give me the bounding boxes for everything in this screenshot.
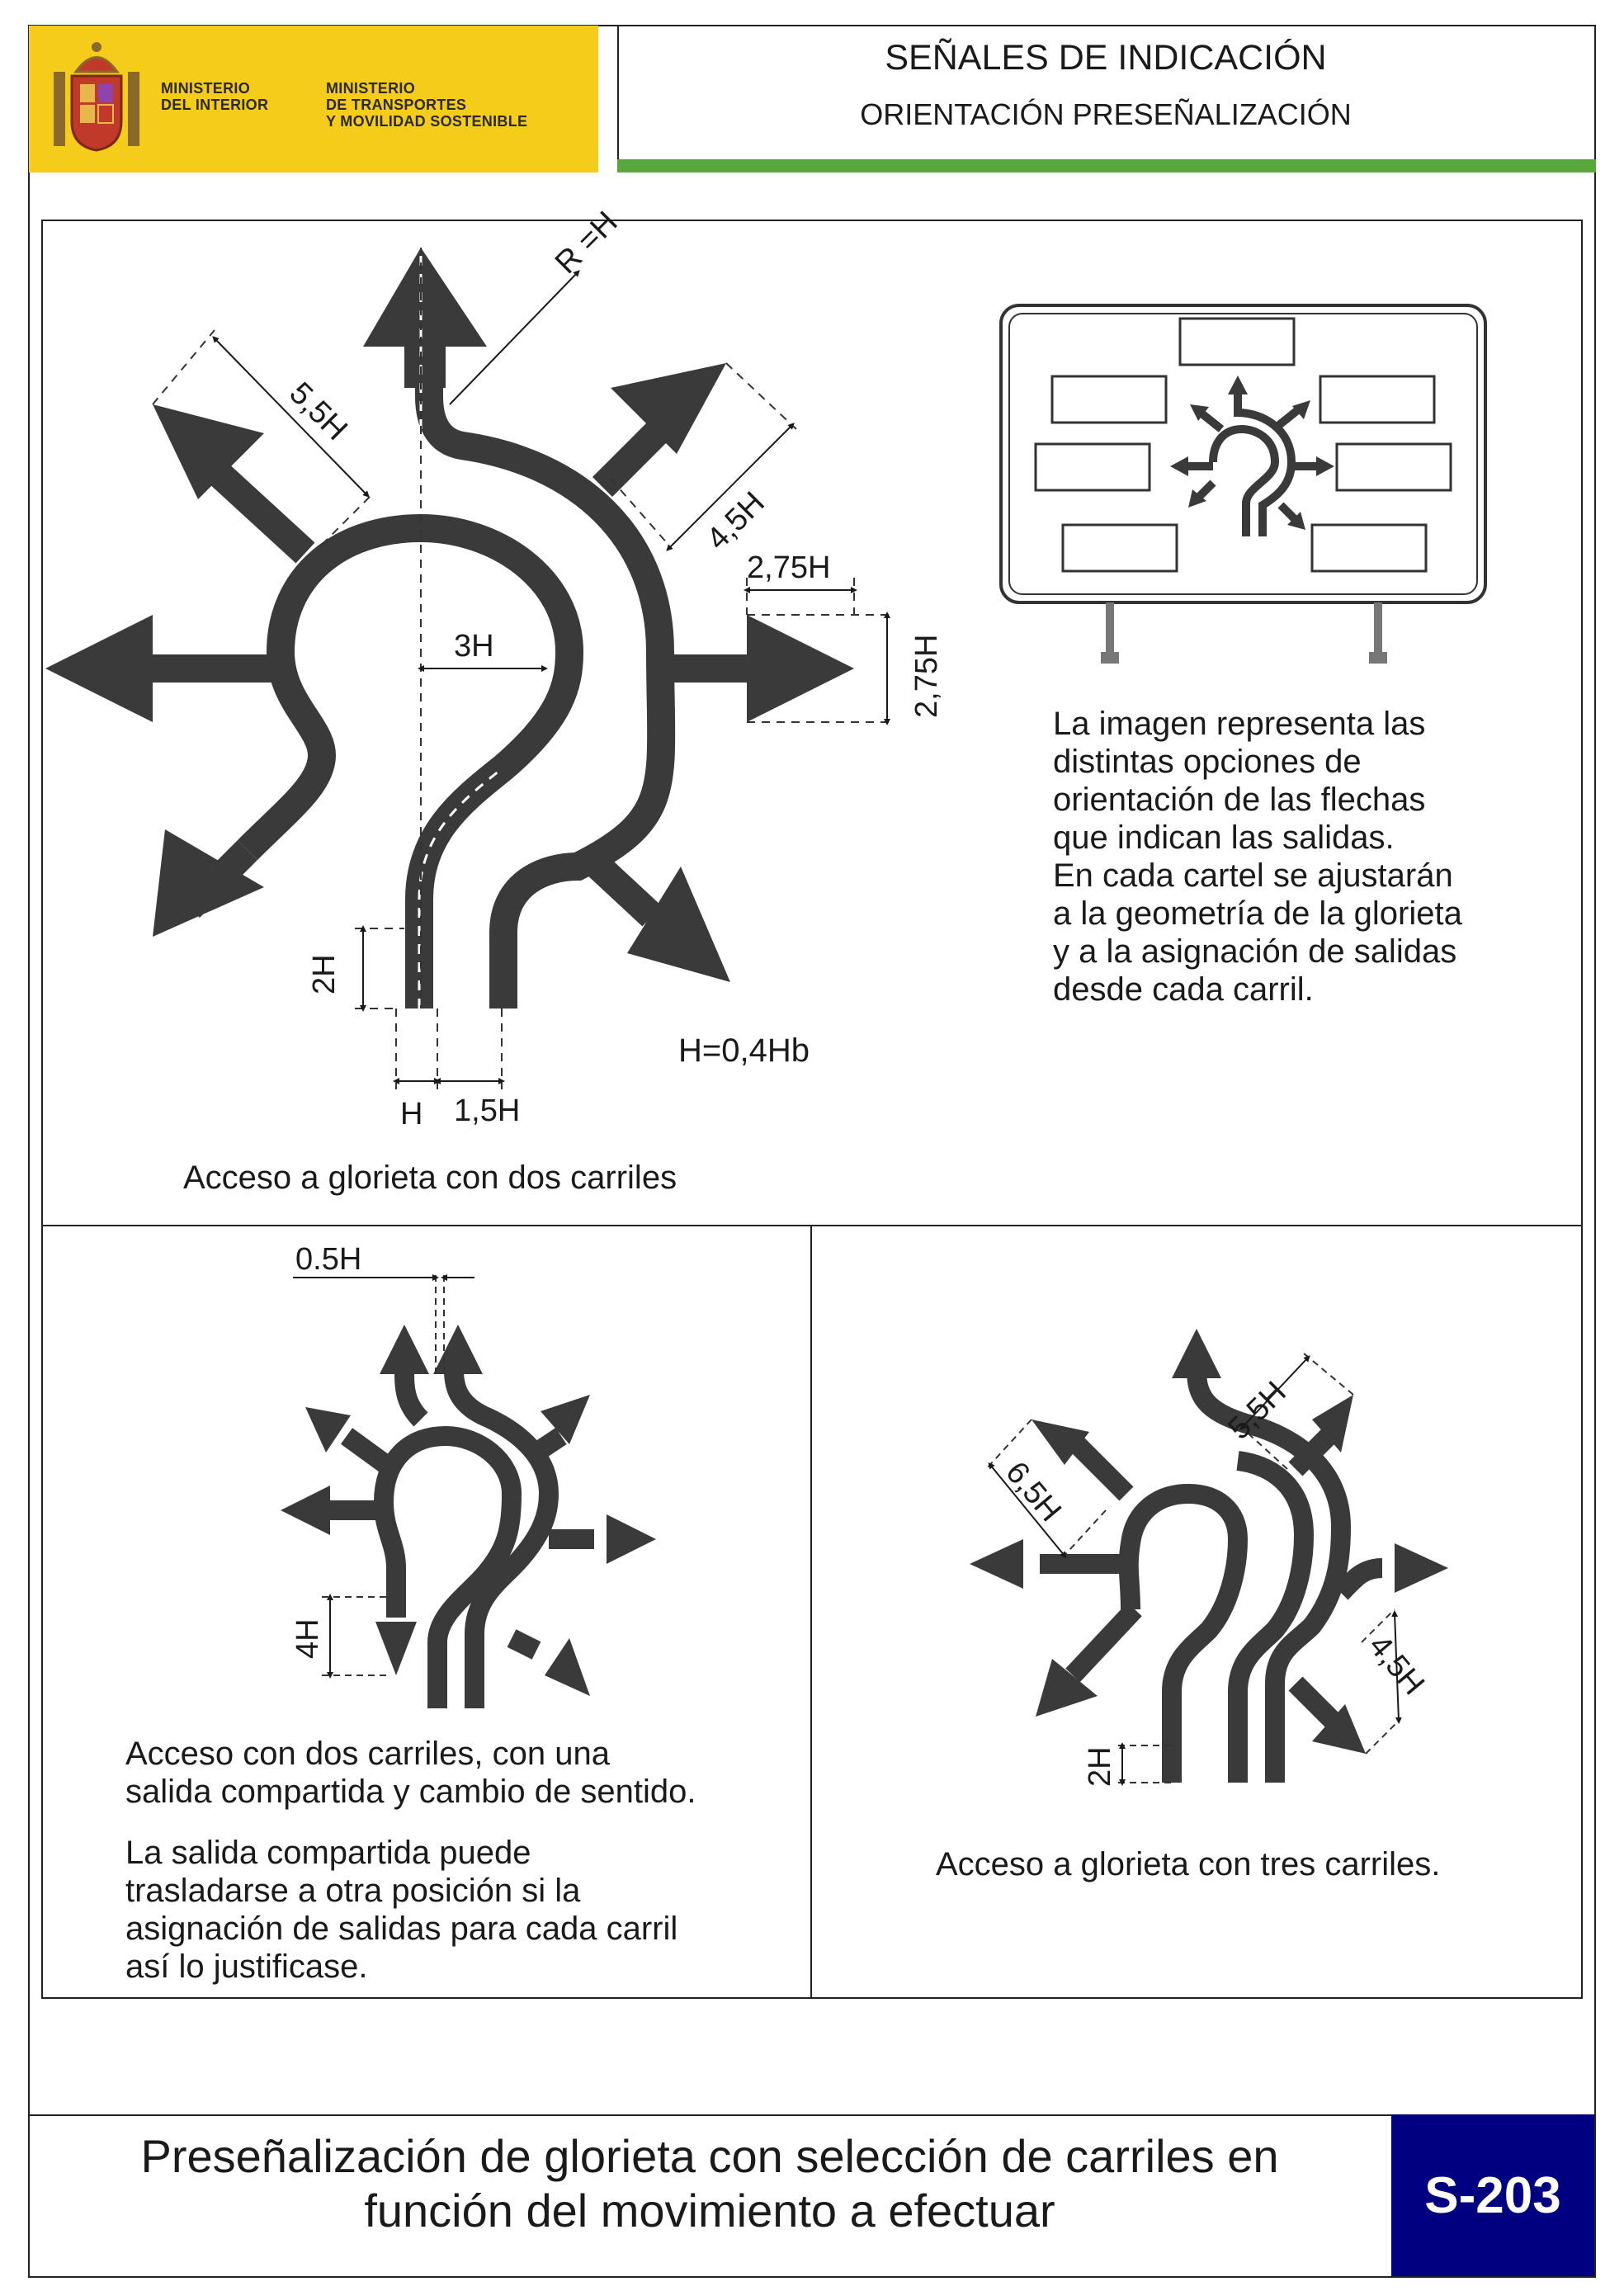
dim-2h-label: 2H xyxy=(307,954,342,994)
main-caption: Acceso a glorieta con dos carriles xyxy=(183,1160,677,1196)
bl-arrow-up2-icon xyxy=(433,1325,483,1374)
dim-275h-horizontal-label: 2,75H xyxy=(747,550,831,585)
dim-45h-label: 4,5H xyxy=(700,485,772,557)
arrow-upright-icon xyxy=(611,363,726,454)
main-roundabout xyxy=(45,248,854,1009)
bl-arrow-uturn-icon xyxy=(375,1622,417,1675)
arrow-right-icon xyxy=(747,615,854,722)
dim-15h-label: 1,5H xyxy=(454,1094,521,1128)
sign-code-badge: S-203 xyxy=(1391,2114,1594,2276)
sign-illustration xyxy=(1001,305,1485,664)
page-title: SEÑALES DE INDICACIÓN xyxy=(885,38,1327,78)
dim-radius-label: R =H xyxy=(548,205,625,281)
bl-arrow-up1-icon xyxy=(380,1325,429,1374)
bl-arrow-left-icon xyxy=(281,1486,330,1535)
page-subtitle: ORIENTACIÓN PRESEÑALIZACIÓN xyxy=(860,97,1352,131)
arrow-left-icon xyxy=(45,615,153,722)
footer-divider xyxy=(28,2114,1596,2116)
ministry-interior-label: MINISTERIO DEL INTERIOR xyxy=(161,80,269,113)
br-dim-65h-label: 6,5H xyxy=(998,1455,1069,1528)
bottom-left-caption-1: Acceso con dos carriles, con una salida compartida y cambio de sentido. xyxy=(125,1736,696,1810)
dim-3h-label: 3H xyxy=(454,629,494,664)
br-arrow-up-icon xyxy=(1172,1329,1221,1378)
dim-275h-vertical-label: 2,75H xyxy=(909,634,944,718)
formula-label: H=0,4Hb xyxy=(678,1032,810,1069)
br-dim-55h-label: 5,5H xyxy=(1221,1375,1293,1447)
arrow-up-icon xyxy=(363,248,487,388)
sign-description: La imagen representa las distintas opciones de orientación de las flechas que indican las salidas. En cada cartel se ajustarán a la geometría de la glorieta y a la asignación de salidas desde cada carril. xyxy=(1053,706,1462,1008)
br-dim-2h-label: 2H xyxy=(1083,1746,1117,1787)
br-dim-45h-label: 4,5H xyxy=(1362,1628,1432,1702)
footer-title: Preseñalización de glorieta con selección de carriles en función del movimiento a efectuar xyxy=(140,2130,1279,2237)
bottom-left-caption-2: La salida compartida puede trasladarse a otra posición si la asignación de salidas para cada carril así lo justificase. xyxy=(125,1835,678,1985)
br-arrow-left-icon xyxy=(970,1539,1023,1589)
bl-arrow-downright-icon xyxy=(545,1638,590,1696)
bl-dim-4h-label: 4H xyxy=(290,1618,325,1659)
dim-h-label: H xyxy=(400,1097,423,1131)
dim-55h-label: 5,5H xyxy=(282,376,354,447)
inner-lane xyxy=(248,528,569,1009)
bl-dim-05h-label: 0.5H xyxy=(295,1242,362,1277)
bl-arrow-right-icon xyxy=(607,1514,656,1564)
bottom-right-caption: Acceso a glorieta con tres carriles. xyxy=(936,1846,1441,1882)
ministry-transport-label: MINISTERIO DE TRANSPORTES Y MOVILIDAD SOSTENIBLE xyxy=(326,80,528,130)
br-arrow-right-icon xyxy=(1395,1543,1448,1593)
